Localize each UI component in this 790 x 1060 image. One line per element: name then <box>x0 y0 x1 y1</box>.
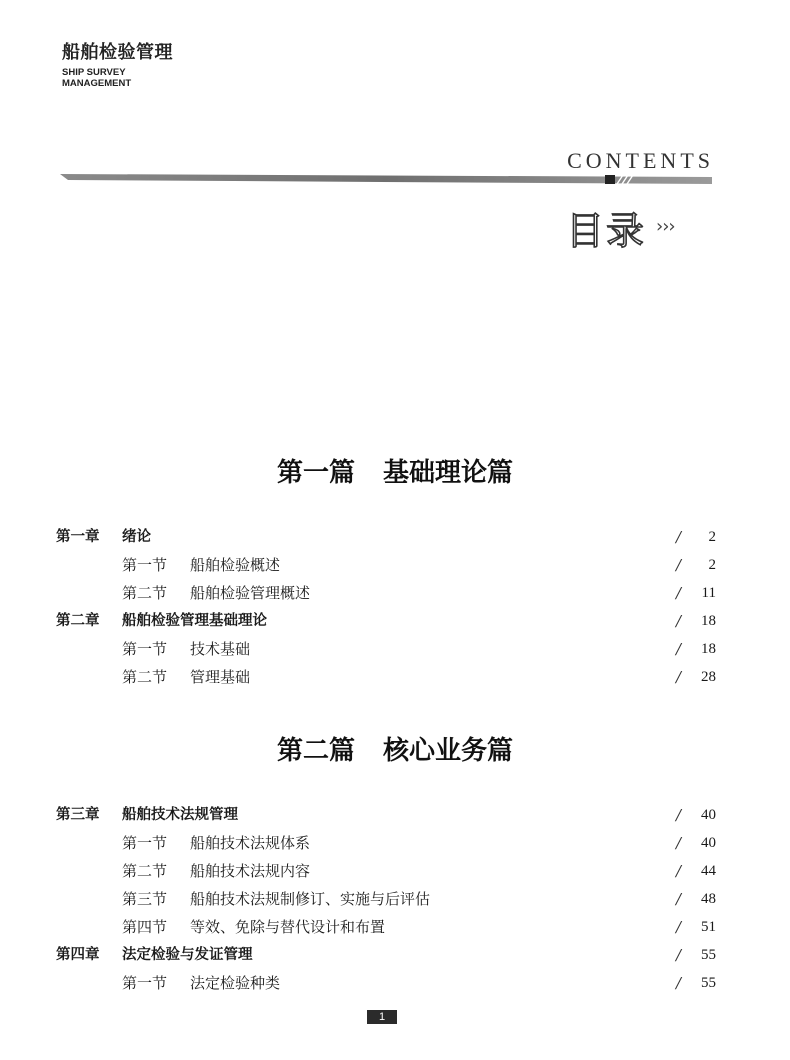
chevron-right-icon: ››› <box>656 216 675 237</box>
toc-entry[interactable] <box>56 943 716 967</box>
toc-entry[interactable] <box>56 887 716 911</box>
page-number: 18 <box>701 641 716 657</box>
slash-separator: / <box>676 974 682 992</box>
header-title: 船舶检验管理 <box>62 42 173 63</box>
page-number: 40 <box>701 807 716 823</box>
toc-entry[interactable] <box>56 803 716 827</box>
section-title: 技术基础 <box>190 640 251 658</box>
section-number: 第一节 <box>122 834 168 852</box>
slash-separator: / <box>676 640 682 658</box>
part-name: 基础理论篇 <box>383 458 514 488</box>
page-number: 28 <box>701 669 716 685</box>
section-number: 第二节 <box>122 862 168 880</box>
contents-rule <box>60 174 712 184</box>
toc-entry[interactable] <box>56 637 716 661</box>
section-title: 船舶技术法规制修订、实施与后评估 <box>190 890 431 908</box>
slash-separator: / <box>676 668 682 686</box>
contents-chinese: 目录 <box>566 209 647 253</box>
section-number: 第一节 <box>122 640 168 658</box>
page-number: 11 <box>701 585 716 601</box>
part-title-2 <box>0 730 790 767</box>
slash-separator: / <box>676 806 682 824</box>
page-number: 40 <box>701 835 716 851</box>
section-title: 船舶检验管理概述 <box>190 584 311 602</box>
toc-entry[interactable] <box>56 831 716 855</box>
page-number: 18 <box>701 613 716 629</box>
header-subtitle-line2: MANAGEMENT <box>62 78 132 89</box>
page-number: 51 <box>701 919 716 935</box>
part-title-1 <box>0 452 790 489</box>
section-number: 第四节 <box>122 918 168 936</box>
toc-entry[interactable] <box>56 553 716 577</box>
toc-entry[interactable] <box>56 609 716 633</box>
section-number: 第二节 <box>122 584 168 602</box>
chapter-title: 船舶检验管理基础理论 <box>122 613 267 629</box>
slash-separator: / <box>676 918 682 936</box>
page-number: 55 <box>701 947 716 963</box>
page-number: 2 <box>708 529 716 545</box>
chapter-title: 绪论 <box>122 529 151 545</box>
page-number: 55 <box>701 975 716 991</box>
toc-entry[interactable] <box>56 665 716 689</box>
section-title: 等效、免除与替代设计和布置 <box>190 918 386 936</box>
section-title: 船舶技术法规体系 <box>190 834 311 852</box>
slash-separator: / <box>676 890 682 908</box>
chapter-number: 第一章 <box>56 529 100 545</box>
section-number: 第一节 <box>122 556 168 574</box>
slash-separator: / <box>676 862 682 880</box>
part-label: 第一篇 <box>276 458 355 488</box>
section-title: 法定检验种类 <box>190 974 281 992</box>
chapter-title: 船舶技术法规管理 <box>122 807 238 823</box>
slash-separator: / <box>676 612 682 630</box>
toc-entry[interactable] <box>56 915 716 939</box>
section-title: 船舶检验概述 <box>190 556 281 574</box>
chapter-number: 第四章 <box>56 947 100 963</box>
toc-entry[interactable] <box>56 859 716 883</box>
slash-separator: / <box>676 528 682 546</box>
section-number: 第一节 <box>122 974 168 992</box>
slash-separator: / <box>676 584 682 602</box>
page-number: 48 <box>701 891 716 907</box>
page-number: 2 <box>708 557 716 573</box>
slash-separator: / <box>676 556 682 574</box>
toc-entry[interactable] <box>56 581 716 605</box>
chapter-title: 法定检验与发证管理 <box>122 947 253 963</box>
toc-entry[interactable] <box>56 525 716 549</box>
chapter-number: 第三章 <box>56 807 100 823</box>
page-number-badge: 1 <box>367 1010 397 1024</box>
toc-entry[interactable] <box>56 971 716 995</box>
section-number: 第二节 <box>122 668 168 686</box>
page-number: 44 <box>701 863 716 879</box>
header-subtitle <box>62 67 131 89</box>
contents-english: CONTENTS <box>567 148 714 173</box>
part-name: 核心业务篇 <box>383 736 514 766</box>
section-number: 第三节 <box>122 890 168 908</box>
section-title: 管理基础 <box>190 668 251 686</box>
header-subtitle-line1: SHIP SURVEY <box>62 67 126 78</box>
chapter-number: 第二章 <box>56 613 100 629</box>
slash-separator: / <box>676 946 682 964</box>
slash-separator: / <box>676 834 682 852</box>
section-title: 船舶技术法规内容 <box>190 862 311 880</box>
part-label: 第二篇 <box>276 736 355 766</box>
